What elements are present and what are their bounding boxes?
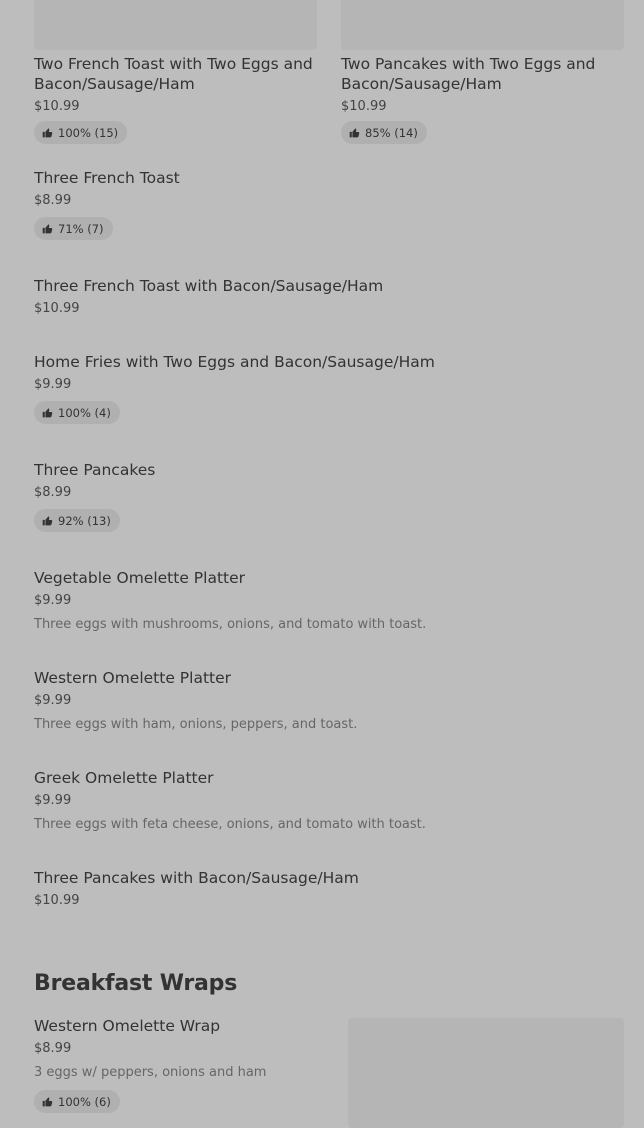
menu-item-title: Vegetable Omelette Platter <box>34 569 246 587</box>
menu-item-title: Western Omelette Platter <box>34 669 232 687</box>
menu-item-title: Western Omelette Wrap <box>34 1017 221 1035</box>
rating-badge <box>34 1090 120 1113</box>
menu-item-price: $10.99 <box>34 99 80 114</box>
rating-badge <box>34 217 113 240</box>
menu-item-description: Three eggs with feta cheese, onions, and tomato with toast. <box>34 817 426 832</box>
thumbs-up-icon <box>42 515 53 526</box>
thumbs-up-icon <box>42 223 53 234</box>
menu-item-description: Three eggs with ham, onions, peppers, and toast. <box>34 717 358 732</box>
menu-item-title: Three Pancakes with Bacon/Sausage/Ham <box>34 869 359 887</box>
menu-item-title: Greek Omelette Platter <box>34 769 214 787</box>
rating-text: 85% (14) <box>365 125 418 140</box>
menu-item-western-omelette[interactable] <box>34 668 624 733</box>
menu-item-price: $9.99 <box>34 593 72 608</box>
thumbs-up-icon <box>42 127 53 138</box>
menu-item-price: $8.99 <box>34 1041 72 1056</box>
thumbs-up-icon <box>42 1096 53 1107</box>
menu-item-price: $9.99 <box>34 793 72 808</box>
menu-item-title: Three Pancakes <box>34 461 156 479</box>
menu-item-vegetable-omelette[interactable] <box>34 568 624 633</box>
menu-item-home-fries[interactable] <box>34 352 624 424</box>
menu-item-title: Two Pancakes with Two Eggs and Bacon/Sausage/Ham <box>341 55 596 93</box>
section-heading: Breakfast Wraps <box>34 971 238 996</box>
menu-item-description: 3 eggs w/ peppers, onions and ham <box>34 1065 267 1080</box>
rating-text: 100% (4) <box>58 405 111 420</box>
menu-item-description: Three eggs with mushrooms, onions, and tomato with toast. <box>34 617 427 632</box>
menu-item-greek-omelette[interactable] <box>34 768 624 833</box>
rating-text: 92% (13) <box>58 513 111 528</box>
rating-text: 71% (7) <box>58 221 104 236</box>
menu-item-title: Two French Toast with Two Eggs and Bacon/Sausage/Ham <box>34 55 313 93</box>
menu-item-image <box>34 0 317 50</box>
rating-badge <box>34 401 120 424</box>
thumbs-up-icon <box>349 127 360 138</box>
menu-item-image[interactable] <box>348 1018 624 1128</box>
menu-item-price: $9.99 <box>34 693 72 708</box>
menu-item-french-toast-bacon[interactable] <box>34 276 624 317</box>
menu-item-three-french-toast[interactable] <box>34 168 624 240</box>
rating-badge <box>341 121 427 144</box>
rating-badge <box>34 121 127 144</box>
menu-item-price: $10.99 <box>34 301 80 316</box>
rating-text: 100% (15) <box>58 125 119 140</box>
thumbs-up-icon <box>42 407 53 418</box>
menu-item-price: $8.99 <box>34 485 72 500</box>
menu-item-three-pancakes[interactable] <box>34 460 624 532</box>
menu-item-title: Three French Toast <box>34 169 180 187</box>
menu-item-price: $8.99 <box>34 193 72 208</box>
rating-text: 100% (6) <box>58 1094 111 1109</box>
menu-item-price: $10.99 <box>341 99 387 114</box>
rating-badge <box>34 509 120 532</box>
menu-item-price: $10.99 <box>34 893 80 908</box>
menu-item-western-omelette-wrap[interactable] <box>34 1016 334 1113</box>
menu-item-image <box>341 0 624 50</box>
menu-item-title: Home Fries with Two Eggs and Bacon/Sausage/Ham <box>34 353 435 371</box>
menu-item-pancakes-bacon[interactable] <box>34 868 624 909</box>
menu-item-title: Three French Toast with Bacon/Sausage/Ham <box>34 277 384 295</box>
menu-item-price: $9.99 <box>34 377 72 392</box>
